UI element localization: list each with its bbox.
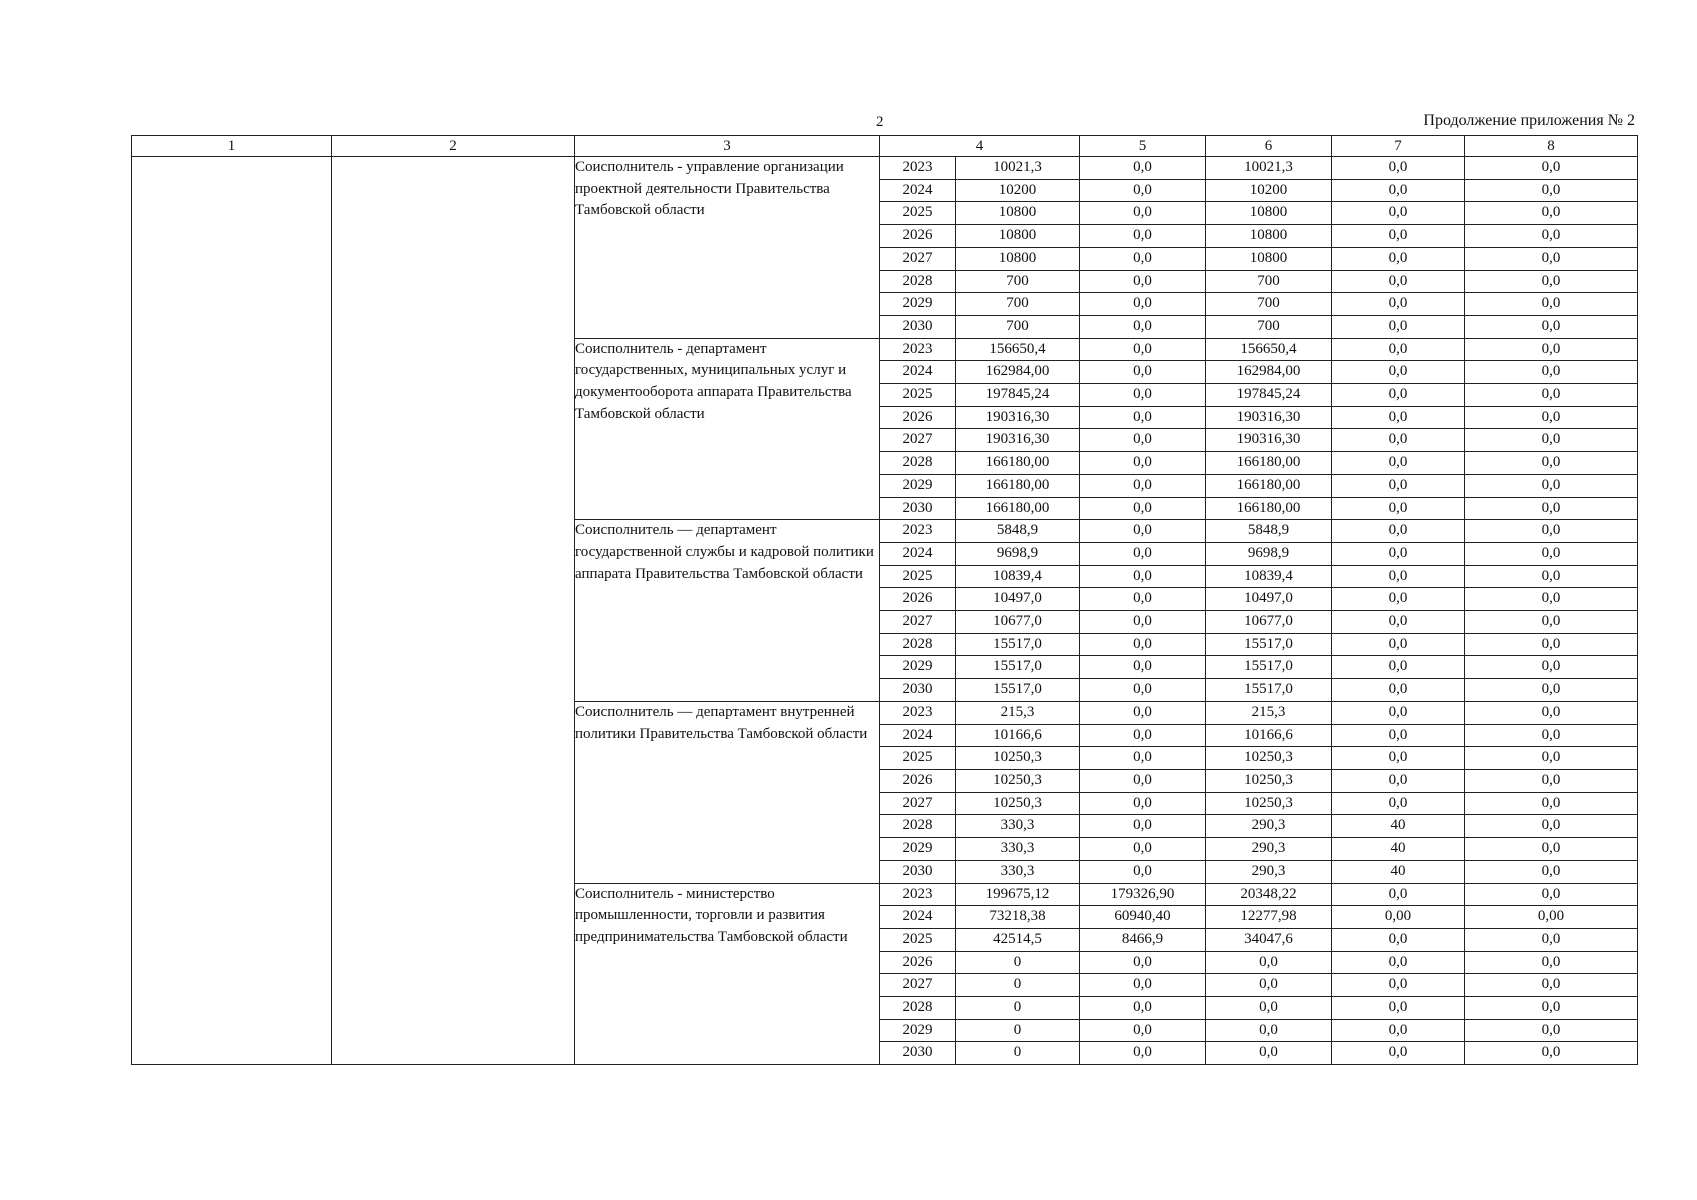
col-7-cell: 0,0 bbox=[1332, 315, 1465, 338]
col-8-cell: 0,0 bbox=[1465, 452, 1638, 475]
year-cell: 2026 bbox=[880, 769, 956, 792]
col-7-cell: 0,0 bbox=[1332, 951, 1465, 974]
year-cell: 2025 bbox=[880, 565, 956, 588]
federal-cell: 0,0 bbox=[1080, 701, 1206, 724]
regional-cell: 10200 bbox=[1206, 179, 1332, 202]
total-cell: 0 bbox=[956, 951, 1080, 974]
year-cell: 2023 bbox=[880, 520, 956, 543]
regional-cell: 10250,3 bbox=[1206, 769, 1332, 792]
year-cell: 2025 bbox=[880, 384, 956, 407]
col-8-cell: 0,0 bbox=[1465, 406, 1638, 429]
federal-cell: 0,0 bbox=[1080, 611, 1206, 634]
federal-cell: 0,0 bbox=[1080, 157, 1206, 180]
year-cell: 2026 bbox=[880, 406, 956, 429]
total-cell: 156650,4 bbox=[956, 338, 1080, 361]
year-cell: 2029 bbox=[880, 474, 956, 497]
regional-cell: 0,0 bbox=[1206, 974, 1332, 997]
total-cell: 10250,3 bbox=[956, 769, 1080, 792]
col-8-cell: 0,0 bbox=[1465, 1019, 1638, 1042]
federal-cell: 0,0 bbox=[1080, 747, 1206, 770]
regional-cell: 166180,00 bbox=[1206, 452, 1332, 475]
year-cell: 2023 bbox=[880, 701, 956, 724]
col-7-cell: 0,0 bbox=[1332, 769, 1465, 792]
table-row bbox=[132, 157, 1638, 180]
regional-cell: 10021,3 bbox=[1206, 157, 1332, 180]
regional-cell: 0,0 bbox=[1206, 997, 1332, 1020]
federal-cell: 0,0 bbox=[1080, 542, 1206, 565]
federal-cell: 0,0 bbox=[1080, 293, 1206, 316]
regional-cell: 10677,0 bbox=[1206, 611, 1332, 634]
col-7-cell: 0,0 bbox=[1332, 679, 1465, 702]
year-cell: 2028 bbox=[880, 997, 956, 1020]
col-8-cell: 0,0 bbox=[1465, 202, 1638, 225]
funding-table bbox=[131, 135, 1638, 1065]
col-7-cell: 0,0 bbox=[1332, 928, 1465, 951]
regional-cell: 10166,6 bbox=[1206, 724, 1332, 747]
federal-cell: 8466,9 bbox=[1080, 928, 1206, 951]
col-7-cell: 0,0 bbox=[1332, 406, 1465, 429]
federal-cell: 0,0 bbox=[1080, 633, 1206, 656]
total-cell: 9698,9 bbox=[956, 542, 1080, 565]
executor-cell: Соисполнитель - министерство промышленности, торговли и развития предпринимательства Тамбовской области bbox=[575, 883, 880, 1065]
col-8-cell: 0,0 bbox=[1465, 997, 1638, 1020]
col-8-cell: 0,0 bbox=[1465, 429, 1638, 452]
federal-cell: 0,0 bbox=[1080, 1019, 1206, 1042]
federal-cell: 0,0 bbox=[1080, 724, 1206, 747]
year-cell: 2028 bbox=[880, 452, 956, 475]
federal-cell: 0,0 bbox=[1080, 656, 1206, 679]
col-8-cell: 0,0 bbox=[1465, 384, 1638, 407]
federal-cell: 0,0 bbox=[1080, 452, 1206, 475]
regional-cell: 290,3 bbox=[1206, 815, 1332, 838]
regional-cell: 34047,6 bbox=[1206, 928, 1332, 951]
col-8-cell: 0,00 bbox=[1465, 906, 1638, 929]
col-7-cell: 0,0 bbox=[1332, 157, 1465, 180]
year-cell: 2023 bbox=[880, 883, 956, 906]
year-cell: 2029 bbox=[880, 1019, 956, 1042]
col-7-cell: 0,0 bbox=[1332, 293, 1465, 316]
federal-cell: 0,0 bbox=[1080, 974, 1206, 997]
col-8-cell: 0,0 bbox=[1465, 928, 1638, 951]
total-cell: 0 bbox=[956, 974, 1080, 997]
col-8-cell: 0,0 bbox=[1465, 815, 1638, 838]
year-cell: 2030 bbox=[880, 497, 956, 520]
col-8-cell: 0,0 bbox=[1465, 588, 1638, 611]
federal-cell: 179326,90 bbox=[1080, 883, 1206, 906]
federal-cell: 0,0 bbox=[1080, 792, 1206, 815]
year-cell: 2025 bbox=[880, 928, 956, 951]
continuation-note: Продолжение приложения № 2 bbox=[1423, 112, 1635, 129]
col-7-cell: 0,0 bbox=[1332, 384, 1465, 407]
total-cell: 0 bbox=[956, 997, 1080, 1020]
col-8-cell: 0,0 bbox=[1465, 315, 1638, 338]
col-7-cell: 0,00 bbox=[1332, 906, 1465, 929]
regional-cell: 15517,0 bbox=[1206, 656, 1332, 679]
regional-cell: 0,0 bbox=[1206, 1019, 1332, 1042]
regional-cell: 10800 bbox=[1206, 225, 1332, 248]
federal-cell: 0,0 bbox=[1080, 247, 1206, 270]
regional-cell: 0,0 bbox=[1206, 951, 1332, 974]
regional-cell: 15517,0 bbox=[1206, 679, 1332, 702]
col-8-cell: 0,0 bbox=[1465, 270, 1638, 293]
col-8-cell: 0,0 bbox=[1465, 157, 1638, 180]
col-8-cell: 0,0 bbox=[1465, 792, 1638, 815]
regional-cell: 0,0 bbox=[1206, 1042, 1332, 1065]
regional-cell: 290,3 bbox=[1206, 860, 1332, 883]
col-8-cell: 0,0 bbox=[1465, 883, 1638, 906]
federal-cell: 0,0 bbox=[1080, 1042, 1206, 1065]
regional-cell: 5848,9 bbox=[1206, 520, 1332, 543]
col-7-cell: 40 bbox=[1332, 860, 1465, 883]
col-header-6: 6 bbox=[1206, 136, 1332, 157]
regional-cell: 700 bbox=[1206, 270, 1332, 293]
year-cell: 2028 bbox=[880, 633, 956, 656]
col-header-2: 2 bbox=[332, 136, 575, 157]
total-cell: 700 bbox=[956, 315, 1080, 338]
total-cell: 5848,9 bbox=[956, 520, 1080, 543]
year-cell: 2024 bbox=[880, 542, 956, 565]
total-cell: 10800 bbox=[956, 225, 1080, 248]
regional-cell: 290,3 bbox=[1206, 838, 1332, 861]
total-cell: 197845,24 bbox=[956, 384, 1080, 407]
year-cell: 2030 bbox=[880, 679, 956, 702]
col-8-cell: 0,0 bbox=[1465, 565, 1638, 588]
total-cell: 190316,30 bbox=[956, 406, 1080, 429]
col-7-cell: 0,0 bbox=[1332, 247, 1465, 270]
regional-cell: 166180,00 bbox=[1206, 497, 1332, 520]
col-8-cell: 0,0 bbox=[1465, 838, 1638, 861]
col-header-4: 4 bbox=[880, 136, 1080, 157]
total-cell: 10021,3 bbox=[956, 157, 1080, 180]
total-cell: 199675,12 bbox=[956, 883, 1080, 906]
federal-cell: 0,0 bbox=[1080, 315, 1206, 338]
col-7-cell: 0,0 bbox=[1332, 974, 1465, 997]
federal-cell: 0,0 bbox=[1080, 179, 1206, 202]
col-8-cell: 0,0 bbox=[1465, 633, 1638, 656]
year-cell: 2029 bbox=[880, 838, 956, 861]
year-cell: 2027 bbox=[880, 247, 956, 270]
federal-cell: 0,0 bbox=[1080, 520, 1206, 543]
total-cell: 10800 bbox=[956, 202, 1080, 225]
col-7-cell: 0,0 bbox=[1332, 724, 1465, 747]
col-7-cell: 0,0 bbox=[1332, 520, 1465, 543]
col-8-cell: 0,0 bbox=[1465, 542, 1638, 565]
year-cell: 2026 bbox=[880, 225, 956, 248]
federal-cell: 0,0 bbox=[1080, 565, 1206, 588]
year-cell: 2027 bbox=[880, 792, 956, 815]
regional-cell: 162984,00 bbox=[1206, 361, 1332, 384]
col-header-3: 3 bbox=[575, 136, 880, 157]
year-cell: 2025 bbox=[880, 747, 956, 770]
federal-cell: 0,0 bbox=[1080, 497, 1206, 520]
total-cell: 10250,3 bbox=[956, 747, 1080, 770]
regional-cell: 10250,3 bbox=[1206, 792, 1332, 815]
year-cell: 2030 bbox=[880, 1042, 956, 1065]
regional-cell: 12277,98 bbox=[1206, 906, 1332, 929]
col-7-cell: 0,0 bbox=[1332, 588, 1465, 611]
col-8-cell: 0,0 bbox=[1465, 247, 1638, 270]
total-cell: 15517,0 bbox=[956, 656, 1080, 679]
year-cell: 2029 bbox=[880, 293, 956, 316]
col-8-cell: 0,0 bbox=[1465, 724, 1638, 747]
col-7-cell: 0,0 bbox=[1332, 542, 1465, 565]
regional-cell: 10800 bbox=[1206, 202, 1332, 225]
year-cell: 2024 bbox=[880, 179, 956, 202]
col-7-cell: 0,0 bbox=[1332, 452, 1465, 475]
executor-cell: Соисполнитель — департамент государственной службы и кадровой политики аппарата Правительства Тамбовской области bbox=[575, 520, 880, 702]
total-cell: 10677,0 bbox=[956, 611, 1080, 634]
total-cell: 330,3 bbox=[956, 815, 1080, 838]
regional-cell: 700 bbox=[1206, 293, 1332, 316]
year-cell: 2030 bbox=[880, 860, 956, 883]
col-7-cell: 40 bbox=[1332, 838, 1465, 861]
executor-cell: Соисполнитель - департамент государственных, муниципальных услуг и документооборота аппарата Правительства Тамбовской области bbox=[575, 338, 880, 520]
col-7-cell: 0,0 bbox=[1332, 1042, 1465, 1065]
total-cell: 700 bbox=[956, 293, 1080, 316]
regional-cell: 15517,0 bbox=[1206, 633, 1332, 656]
col-7-cell: 0,0 bbox=[1332, 202, 1465, 225]
regional-cell: 215,3 bbox=[1206, 701, 1332, 724]
federal-cell: 0,0 bbox=[1080, 860, 1206, 883]
year-cell: 2024 bbox=[880, 361, 956, 384]
federal-cell: 0,0 bbox=[1080, 997, 1206, 1020]
federal-cell: 0,0 bbox=[1080, 815, 1206, 838]
col-7-cell: 0,0 bbox=[1332, 338, 1465, 361]
col-8-cell: 0,0 bbox=[1465, 951, 1638, 974]
column-1-cell bbox=[132, 157, 332, 1065]
regional-cell: 197845,24 bbox=[1206, 384, 1332, 407]
col-7-cell: 0,0 bbox=[1332, 633, 1465, 656]
col-7-cell: 0,0 bbox=[1332, 429, 1465, 452]
col-7-cell: 0,0 bbox=[1332, 792, 1465, 815]
year-cell: 2029 bbox=[880, 656, 956, 679]
col-7-cell: 0,0 bbox=[1332, 1019, 1465, 1042]
column-2-cell bbox=[332, 157, 575, 1065]
col-7-cell: 0,0 bbox=[1332, 997, 1465, 1020]
col-header-7: 7 bbox=[1332, 136, 1465, 157]
total-cell: 10800 bbox=[956, 247, 1080, 270]
col-8-cell: 0,0 bbox=[1465, 974, 1638, 997]
regional-cell: 190316,30 bbox=[1206, 406, 1332, 429]
col-7-cell: 0,0 bbox=[1332, 747, 1465, 770]
federal-cell: 0,0 bbox=[1080, 588, 1206, 611]
total-cell: 15517,0 bbox=[956, 679, 1080, 702]
year-cell: 2023 bbox=[880, 157, 956, 180]
regional-cell: 166180,00 bbox=[1206, 474, 1332, 497]
col-8-cell: 0,0 bbox=[1465, 747, 1638, 770]
total-cell: 42514,5 bbox=[956, 928, 1080, 951]
total-cell: 10166,6 bbox=[956, 724, 1080, 747]
year-cell: 2026 bbox=[880, 588, 956, 611]
total-cell: 0 bbox=[956, 1019, 1080, 1042]
col-header-5: 5 bbox=[1080, 136, 1206, 157]
col-8-cell: 0,0 bbox=[1465, 520, 1638, 543]
page-number: 2 bbox=[876, 114, 884, 130]
col-8-cell: 0,0 bbox=[1465, 497, 1638, 520]
year-cell: 2028 bbox=[880, 815, 956, 838]
col-7-cell: 0,0 bbox=[1332, 883, 1465, 906]
total-cell: 10497,0 bbox=[956, 588, 1080, 611]
col-8-cell: 0,0 bbox=[1465, 179, 1638, 202]
col-header-1: 1 bbox=[132, 136, 332, 157]
header-row bbox=[132, 136, 1638, 157]
total-cell: 700 bbox=[956, 270, 1080, 293]
federal-cell: 0,0 bbox=[1080, 270, 1206, 293]
federal-cell: 0,0 bbox=[1080, 384, 1206, 407]
col-8-cell: 0,0 bbox=[1465, 361, 1638, 384]
col-8-cell: 0,0 bbox=[1465, 225, 1638, 248]
regional-cell: 156650,4 bbox=[1206, 338, 1332, 361]
federal-cell: 0,0 bbox=[1080, 361, 1206, 384]
total-cell: 215,3 bbox=[956, 701, 1080, 724]
total-cell: 15517,0 bbox=[956, 633, 1080, 656]
total-cell: 166180,00 bbox=[956, 452, 1080, 475]
federal-cell: 0,0 bbox=[1080, 225, 1206, 248]
col-header-8: 8 bbox=[1465, 136, 1638, 157]
col-7-cell: 0,0 bbox=[1332, 497, 1465, 520]
total-cell: 10200 bbox=[956, 179, 1080, 202]
col-7-cell: 0,0 bbox=[1332, 701, 1465, 724]
col-7-cell: 0,0 bbox=[1332, 179, 1465, 202]
total-cell: 330,3 bbox=[956, 838, 1080, 861]
federal-cell: 0,0 bbox=[1080, 202, 1206, 225]
col-8-cell: 0,0 bbox=[1465, 679, 1638, 702]
year-cell: 2024 bbox=[880, 724, 956, 747]
year-cell: 2028 bbox=[880, 270, 956, 293]
col-8-cell: 0,0 bbox=[1465, 338, 1638, 361]
regional-cell: 20348,22 bbox=[1206, 883, 1332, 906]
federal-cell: 0,0 bbox=[1080, 679, 1206, 702]
year-cell: 2030 bbox=[880, 315, 956, 338]
col-7-cell: 0,0 bbox=[1332, 270, 1465, 293]
col-8-cell: 0,0 bbox=[1465, 860, 1638, 883]
regional-cell: 190316,30 bbox=[1206, 429, 1332, 452]
federal-cell: 0,0 bbox=[1080, 406, 1206, 429]
federal-cell: 0,0 bbox=[1080, 429, 1206, 452]
year-cell: 2027 bbox=[880, 611, 956, 634]
col-8-cell: 0,0 bbox=[1465, 474, 1638, 497]
col-8-cell: 0,0 bbox=[1465, 701, 1638, 724]
regional-cell: 9698,9 bbox=[1206, 542, 1332, 565]
federal-cell: 60940,40 bbox=[1080, 906, 1206, 929]
col-8-cell: 0,0 bbox=[1465, 769, 1638, 792]
federal-cell: 0,0 bbox=[1080, 474, 1206, 497]
col-7-cell: 0,0 bbox=[1332, 474, 1465, 497]
year-cell: 2027 bbox=[880, 429, 956, 452]
regional-cell: 700 bbox=[1206, 315, 1332, 338]
col-8-cell: 0,0 bbox=[1465, 293, 1638, 316]
year-cell: 2027 bbox=[880, 974, 956, 997]
total-cell: 162984,00 bbox=[956, 361, 1080, 384]
federal-cell: 0,0 bbox=[1080, 769, 1206, 792]
regional-cell: 10497,0 bbox=[1206, 588, 1332, 611]
col-7-cell: 0,0 bbox=[1332, 565, 1465, 588]
federal-cell: 0,0 bbox=[1080, 338, 1206, 361]
col-7-cell: 0,0 bbox=[1332, 225, 1465, 248]
year-cell: 2023 bbox=[880, 338, 956, 361]
col-7-cell: 0,0 bbox=[1332, 656, 1465, 679]
year-cell: 2025 bbox=[880, 202, 956, 225]
col-7-cell: 40 bbox=[1332, 815, 1465, 838]
federal-cell: 0,0 bbox=[1080, 951, 1206, 974]
year-cell: 2024 bbox=[880, 906, 956, 929]
regional-cell: 10839,4 bbox=[1206, 565, 1332, 588]
total-cell: 73218,38 bbox=[956, 906, 1080, 929]
col-7-cell: 0,0 bbox=[1332, 611, 1465, 634]
regional-cell: 10800 bbox=[1206, 247, 1332, 270]
total-cell: 330,3 bbox=[956, 860, 1080, 883]
col-8-cell: 0,0 bbox=[1465, 611, 1638, 634]
executor-cell: Соисполнитель - управление организации проектной деятельности Правительства Тамбовской области bbox=[575, 157, 880, 339]
total-cell: 190316,30 bbox=[956, 429, 1080, 452]
col-8-cell: 0,0 bbox=[1465, 1042, 1638, 1065]
regional-cell: 10250,3 bbox=[1206, 747, 1332, 770]
col-7-cell: 0,0 bbox=[1332, 361, 1465, 384]
total-cell: 0 bbox=[956, 1042, 1080, 1065]
year-cell: 2026 bbox=[880, 951, 956, 974]
executor-cell: Соисполнитель — департамент внутренней политики Правительства Тамбовской области bbox=[575, 701, 880, 883]
total-cell: 166180,00 bbox=[956, 474, 1080, 497]
col-8-cell: 0,0 bbox=[1465, 656, 1638, 679]
total-cell: 10839,4 bbox=[956, 565, 1080, 588]
total-cell: 166180,00 bbox=[956, 497, 1080, 520]
federal-cell: 0,0 bbox=[1080, 838, 1206, 861]
total-cell: 10250,3 bbox=[956, 792, 1080, 815]
